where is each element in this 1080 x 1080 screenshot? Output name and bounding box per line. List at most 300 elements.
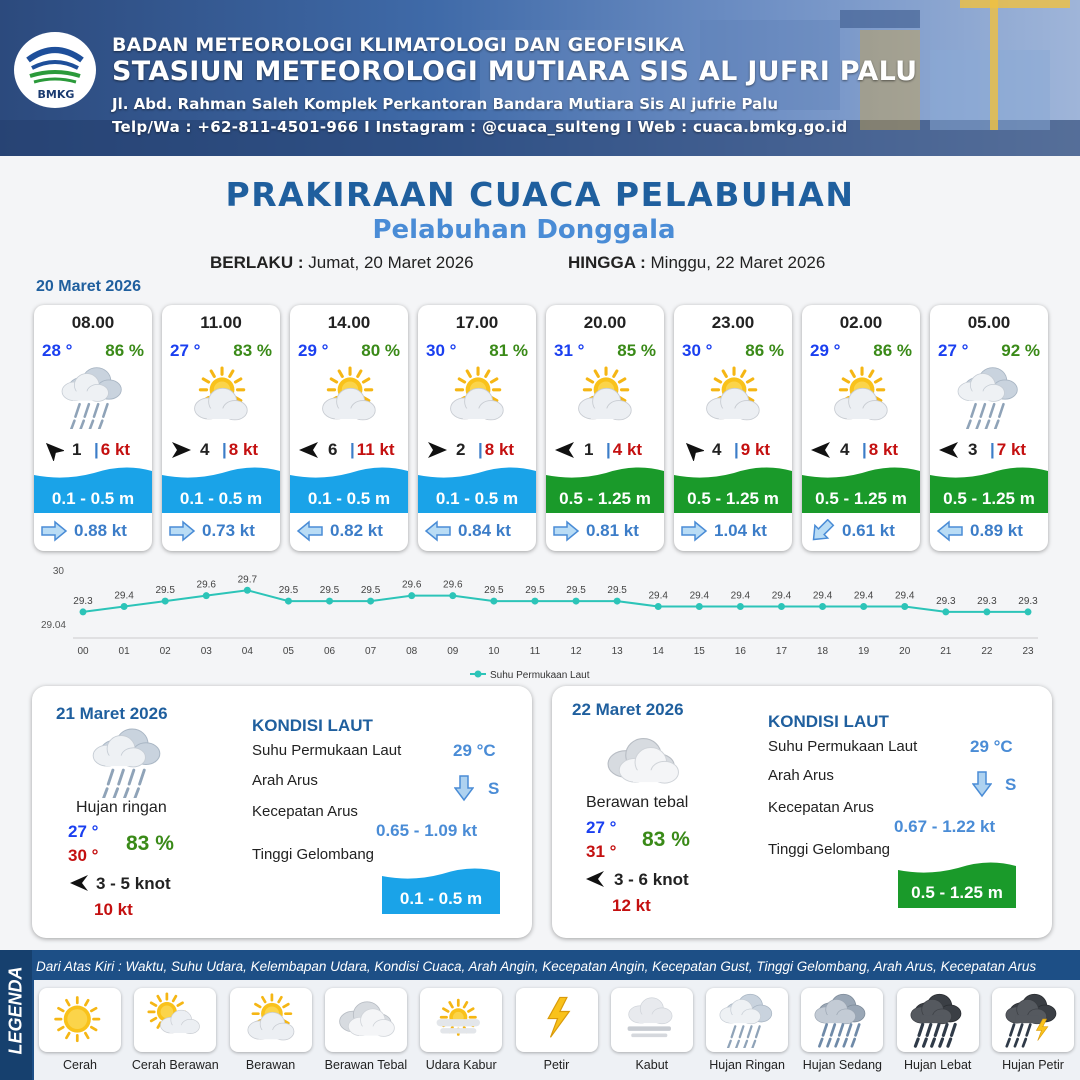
wind-direction [298, 439, 320, 461]
valid-to-value: Minggu, 22 Maret 2026 [650, 253, 826, 272]
wave-height-value: 0.1 - 0.5 m [399, 889, 483, 908]
forecast-card [546, 305, 664, 551]
current-direction [424, 519, 452, 543]
wind-direction [42, 439, 64, 461]
data-point [326, 598, 333, 605]
gust-value: 9 kt [740, 440, 771, 459]
legend-icon-box [230, 988, 312, 1052]
gust-speed: | 11 kt [350, 440, 395, 459]
sst-label: Suhu Permukaan Laut [768, 738, 918, 755]
data-point [983, 608, 990, 615]
data-point [162, 598, 169, 605]
legend-label: Kabut [635, 1058, 669, 1072]
legend-label: Hujan Lebat [903, 1058, 972, 1072]
gust-speed: | 6 kt [94, 440, 131, 459]
wind-speed: 4 [200, 440, 210, 459]
x-tick-label: 11 [529, 646, 541, 657]
data-label: 29.5 [360, 585, 381, 597]
data-label: 29.5 [607, 585, 627, 597]
x-tick-label: 12 [570, 646, 582, 657]
current-speed-value: 0.67 - 1.22 kt [894, 817, 996, 836]
current-direction [40, 519, 68, 543]
data-label: 29.5 [155, 585, 175, 597]
day-humidity: 83 % [642, 828, 690, 851]
day-gust: 10 kt [94, 900, 133, 919]
legend-item [706, 988, 788, 1072]
east-icon [680, 519, 708, 543]
gust-value: 8 kt [228, 440, 259, 459]
data-label: 29.4 [689, 590, 710, 602]
forecast-card [34, 305, 152, 551]
x-tick-label: 23 [1022, 646, 1034, 657]
forecast-time: 11.00 [200, 313, 242, 332]
wind-speed: 6 [328, 440, 338, 459]
west-icon [810, 439, 832, 461]
day-temp-max: 31 ° [586, 842, 617, 861]
data-label: 29.3 [1018, 595, 1038, 607]
sea-temp-chart [0, 562, 1080, 682]
current-speed: 0.82 kt [330, 521, 383, 540]
east-icon [40, 519, 68, 543]
forecast-time: 14.00 [327, 313, 371, 332]
legend-icon-box [801, 988, 883, 1052]
x-tick-label: 00 [77, 646, 89, 657]
data-point [942, 608, 949, 615]
data-label: 29.5 [319, 585, 340, 597]
legend-label: Udara Kabur [425, 1058, 497, 1072]
valid-to [568, 253, 825, 273]
gust-speed: | 8 kt [222, 440, 259, 459]
valid-from-value: Jumat, 20 Maret 2026 [308, 253, 474, 272]
current-speed: 0.88 kt [74, 521, 127, 540]
air-temperature: 27 ° [170, 341, 201, 360]
current-direction [296, 519, 324, 543]
data-point [860, 603, 867, 610]
current-direction [168, 519, 196, 543]
valid-from [210, 253, 474, 273]
current-speed-value: 0.65 - 1.09 kt [376, 821, 478, 840]
day-condition: Hujan ringan [76, 799, 167, 816]
legend-marker [475, 671, 482, 678]
x-tick-label: 21 [940, 646, 952, 657]
weather-condition [826, 365, 896, 429]
gust-speed: | 9 kt [734, 440, 771, 459]
legend-icon-box [897, 988, 979, 1052]
current-speed: 0.89 kt [970, 521, 1023, 540]
wave-height: 0.1 - 0.5 m [435, 489, 519, 508]
x-tick-label: 14 [652, 646, 664, 657]
header-banner [0, 0, 1080, 156]
air-temperature: 29 ° [298, 341, 329, 360]
current-dir-label: Arah Arus [252, 772, 318, 789]
data-label: 29.4 [730, 590, 751, 602]
x-tick-label: 06 [323, 646, 336, 657]
day-panel-1 [32, 686, 532, 938]
data-point [655, 603, 662, 610]
data-point [244, 587, 251, 594]
x-tick-label: 20 [899, 646, 911, 657]
legend-label: Hujan Sedang [802, 1058, 882, 1072]
data-point [778, 603, 785, 610]
day-humidity: 83 % [126, 832, 174, 855]
forecast-card [802, 305, 920, 551]
gust-value: 4 kt [612, 440, 643, 459]
legend-item [801, 988, 883, 1072]
wind-direction [426, 439, 448, 461]
data-label: 29.5 [566, 585, 586, 597]
data-label: 29.5 [525, 585, 545, 597]
legend-item [131, 988, 219, 1072]
day-gust: 12 kt [612, 896, 651, 915]
day-temp-min: 27 ° [586, 818, 617, 837]
data-label: 29.6 [196, 579, 216, 591]
data-label: 29.3 [936, 595, 956, 607]
legend-item [230, 988, 312, 1072]
weather-condition [570, 365, 640, 429]
x-tick-label: 16 [734, 646, 746, 657]
legend-label: Berawan Tebal [324, 1058, 408, 1072]
west-icon [554, 439, 576, 461]
thunderstorm-icon [1003, 992, 1063, 1048]
data-point [449, 592, 456, 599]
data-label: 29.3 [977, 595, 997, 607]
port-name: Pelabuhan Donggala [372, 215, 676, 245]
wave-height-value: 0.5 - 1.25 m [911, 883, 1003, 902]
west-icon [938, 439, 960, 461]
lightning-icon [527, 992, 587, 1048]
legend-icon-box [992, 988, 1074, 1052]
light-rain-icon [58, 365, 128, 429]
current-direction [808, 519, 836, 543]
wave-height: 0.5 - 1.25 m [559, 489, 651, 508]
data-point [531, 598, 538, 605]
west-icon [936, 519, 964, 543]
wind-speed: 4 [840, 440, 850, 459]
legend-item [39, 988, 121, 1072]
forecast-time: 08.00 [71, 313, 115, 332]
valid-from-label: BERLAKU : [210, 253, 304, 272]
humidity: 80 % [361, 341, 400, 360]
weather-condition [186, 365, 256, 429]
logo-text: BMKG [37, 88, 75, 101]
forecast-card [418, 305, 536, 551]
valid-to-label: HINGGA : [568, 253, 646, 272]
data-point [121, 603, 128, 610]
partly-cloudy-icon [826, 365, 896, 429]
weather-condition [698, 365, 768, 429]
data-point [203, 592, 210, 599]
forecast-time: 23.00 [711, 313, 755, 332]
wave-height: 0.1 - 0.5 m [179, 489, 263, 508]
humidity: 86 % [873, 341, 912, 360]
legend-item [992, 988, 1074, 1072]
air-temperature: 27 ° [938, 341, 969, 360]
day-date: 22 Maret 2026 [572, 700, 684, 719]
current-speed: 0.84 kt [458, 521, 511, 540]
light-rain-icon [717, 992, 777, 1048]
data-point [80, 608, 87, 615]
wave-height: 0.1 - 0.5 m [307, 489, 391, 508]
legend-icon-box [39, 988, 121, 1052]
data-point [285, 598, 292, 605]
gust-value: 11 kt [356, 440, 395, 459]
current-dir-label: Arah Arus [768, 767, 834, 784]
gust-speed: | 4 kt [606, 440, 643, 459]
wave-height: 0.5 - 1.25 m [687, 489, 779, 508]
partly-cloudy-icon [314, 365, 384, 429]
wind-direction [682, 439, 704, 461]
x-tick-label: 19 [858, 646, 870, 657]
wind-speed: 4 [712, 440, 722, 459]
legend-item [897, 988, 979, 1072]
data-label: 29.7 [237, 574, 258, 586]
data-label: 29.4 [771, 590, 792, 602]
west-icon [424, 519, 452, 543]
data-label: 29.4 [648, 590, 668, 602]
forecast-card [162, 305, 280, 551]
data-label: 29.5 [484, 585, 504, 597]
day-panel-2 [552, 686, 1052, 938]
legend-entry: Suhu Permukaan Laut [490, 670, 590, 681]
gust-value: 6 kt [100, 440, 131, 459]
x-tick-label: 01 [118, 646, 130, 657]
wind-speed: 1 [584, 440, 594, 459]
forecast-card [674, 305, 792, 551]
legend-label: Berawan [245, 1058, 296, 1072]
current-direction [680, 519, 708, 543]
north-west-icon [682, 439, 704, 461]
station-contact: Telp/Wa : +62-811-4501-966 I Instagram : @cuaca_sulteng I Web : cuaca.bmkg.go.id [112, 118, 848, 136]
data-point [367, 598, 374, 605]
legend-icon-box [134, 988, 216, 1052]
wave-height: 0.1 - 0.5 m [51, 489, 135, 508]
series-line [83, 590, 1028, 612]
data-label: 29.6 [401, 579, 422, 591]
sea-condition-heading: KONDISI LAUT [768, 712, 889, 731]
x-tick-label: 22 [981, 646, 993, 657]
gust-value: 8 kt [484, 440, 515, 459]
day-date: 21 Maret 2026 [56, 704, 168, 723]
day-temp-min: 27 ° [68, 822, 99, 841]
x-tick-label: 13 [611, 646, 623, 657]
forecast-date: 20 Maret 2026 [36, 278, 141, 295]
sst-value: 29 °C [453, 741, 496, 760]
data-point [1025, 608, 1032, 615]
legend-note: Dari Atas Kiri : Waktu, Suhu Udara, Kelembapan Udara, Kondisi Cuaca, Arah Angin, Kecepatan Angin, Kecepatan Gust, Tinggi Gelombang, Arah Arus, Kecepatan Arus [36, 959, 1037, 974]
current-speed: 0.73 kt [202, 521, 255, 540]
data-point [573, 598, 580, 605]
current-speed: 0.81 kt [586, 521, 639, 540]
forecast-card [930, 305, 1048, 551]
wind-direction [170, 439, 192, 461]
data-point [408, 592, 415, 599]
legend-icon-box [420, 988, 502, 1052]
humidity: 86 % [105, 341, 144, 360]
wind-direction [938, 439, 960, 461]
sst-label: Suhu Permukaan Laut [252, 742, 402, 759]
legend-title-box [0, 950, 32, 1080]
west-icon [296, 519, 324, 543]
legend-icon-box [516, 988, 598, 1052]
air-temperature: 30 ° [426, 341, 457, 360]
air-temperature: 29 ° [810, 341, 841, 360]
wave-height: 0.5 - 1.25 m [815, 489, 907, 508]
wind-direction [810, 439, 832, 461]
legend-label: Hujan Petir [1002, 1058, 1064, 1072]
sunny-icon [50, 992, 110, 1048]
data-label: 29.4 [114, 590, 134, 602]
air-temperature: 31 ° [554, 341, 585, 360]
current-speed-label: Kecepatan Arus [252, 803, 358, 820]
partly-cloudy-icon [241, 992, 301, 1048]
partly-cloudy-icon [442, 365, 512, 429]
data-point [490, 598, 497, 605]
humidity: 85 % [617, 341, 656, 360]
x-tick-label: 07 [365, 646, 377, 657]
gust-speed: | 8 kt [862, 440, 899, 459]
south-west-icon [808, 519, 836, 543]
x-tick-label: 04 [241, 646, 253, 657]
legend-icon-box [706, 988, 788, 1052]
x-tick-label: 03 [200, 646, 212, 657]
partly-cloudy-icon [186, 365, 256, 429]
wave-height: 0.5 - 1.25 m [943, 489, 1035, 508]
air-temperature: 28 ° [42, 341, 73, 360]
day-wind: 3 - 6 knot [614, 870, 689, 889]
west-icon [298, 439, 320, 461]
west-icon [68, 872, 90, 894]
humidity: 92 % [1001, 341, 1040, 360]
current-speed-label: Kecepatan Arus [768, 799, 874, 816]
weather-condition [58, 365, 128, 429]
forecast-time: 20.00 [583, 313, 627, 332]
overcast-icon [336, 992, 396, 1048]
weather-condition [314, 365, 384, 429]
x-tick-label: 17 [775, 646, 788, 657]
wave-label: Tinggi Gelombang [768, 841, 891, 858]
legend-label: Cerah Berawan [131, 1058, 219, 1072]
legend-item [516, 988, 598, 1072]
current-speed: 1.04 kt [714, 521, 767, 540]
current-dir-value: S [1005, 775, 1017, 794]
partly-cloudy-icon [698, 365, 768, 429]
station-name: STASIUN METEOROLOGI MUTIARA SIS AL JUFRI PALU [112, 56, 918, 87]
day-temp-max: 30 ° [68, 846, 99, 865]
weather-condition [442, 365, 512, 429]
page-title: PRAKIRAAN CUACA PELABUHAN [225, 175, 855, 214]
legend-icon-box [325, 988, 407, 1052]
wind-speed: 1 [72, 440, 82, 459]
x-tick-label: 05 [282, 646, 294, 657]
wind-direction [554, 439, 576, 461]
mostly-sunny-icon [145, 992, 205, 1048]
south-arrow-icon [972, 770, 992, 798]
data-label: 29.6 [443, 579, 463, 591]
fog-icon [622, 992, 682, 1048]
moderate-rain-icon [812, 992, 872, 1048]
humidity: 86 % [745, 341, 784, 360]
light-rain-icon [88, 726, 168, 798]
humidity: 83 % [233, 341, 272, 360]
east-icon [168, 519, 196, 543]
overcast-icon [602, 726, 682, 798]
legend-item [325, 988, 407, 1072]
west-icon [584, 868, 606, 890]
east-icon [426, 439, 448, 461]
air-temperature: 30 ° [682, 341, 713, 360]
data-point [901, 603, 908, 610]
day-wind: 3 - 5 knot [96, 874, 171, 893]
legend-label: Hujan Ringan [709, 1058, 785, 1072]
data-label: 29.5 [278, 585, 299, 597]
day-condition: Berawan tebal [586, 794, 689, 811]
south-arrow-icon [454, 774, 474, 802]
gust-value: 8 kt [868, 440, 899, 459]
current-direction [936, 519, 964, 543]
legend-item [611, 988, 693, 1072]
light-rain-icon [954, 365, 1024, 429]
x-tick-label: 09 [447, 646, 459, 657]
forecast-time: 05.00 [967, 313, 1011, 332]
legend-label: Petir [543, 1058, 570, 1072]
partly-cloudy-icon [570, 365, 640, 429]
sst-value: 29 °C [970, 737, 1013, 756]
gust-speed: | 8 kt [478, 440, 515, 459]
forecast-time: 17.00 [455, 313, 499, 332]
current-direction [552, 519, 580, 543]
x-tick-label: 10 [488, 646, 500, 657]
station-address: Jl. Abd. Rahman Saleh Komplek Perkantoran Bandara Mutiara Sis Al jufrie Palu [112, 95, 779, 113]
agency-name: BADAN METEOROLOGI KLIMATOLOGI DAN GEOFISIKA [112, 34, 685, 56]
wind-speed: 3 [968, 440, 978, 459]
legend-label: Cerah [62, 1058, 98, 1072]
current-speed: 0.61 kt [842, 521, 895, 540]
data-point [737, 603, 744, 610]
humidity: 81 % [489, 341, 528, 360]
data-label: 29.4 [895, 590, 915, 602]
forecast-card [290, 305, 408, 551]
heavy-rain-icon [908, 992, 968, 1048]
gust-speed: | 7 kt [990, 440, 1027, 459]
sea-condition-heading: KONDISI LAUT [252, 716, 373, 735]
x-tick-label: 08 [406, 646, 418, 657]
data-label: 29.4 [853, 590, 874, 602]
wind-speed: 2 [456, 440, 466, 459]
east-icon [552, 519, 580, 543]
data-point [819, 603, 826, 610]
x-tick-label: 02 [159, 646, 171, 657]
north-west-icon [42, 439, 64, 461]
y-tick-label: 30 [52, 566, 64, 577]
legend-icon-box [611, 988, 693, 1052]
data-point [696, 603, 703, 610]
data-label: 29.4 [812, 590, 833, 602]
wave-label: Tinggi Gelombang [252, 846, 375, 863]
data-point [614, 598, 621, 605]
y-tick-label: 29.04 [40, 620, 66, 631]
weather-condition [954, 365, 1024, 429]
legend-item [420, 988, 502, 1072]
legend-title: LEGENDA [5, 966, 26, 1055]
haze-icon [431, 992, 491, 1048]
gust-value: 7 kt [996, 440, 1027, 459]
x-tick-label: 18 [817, 646, 829, 657]
data-label: 29.3 [73, 595, 93, 607]
forecast-time: 02.00 [839, 313, 883, 332]
east-icon [170, 439, 192, 461]
current-dir-value: S [488, 779, 500, 798]
x-tick-label: 15 [693, 646, 705, 657]
